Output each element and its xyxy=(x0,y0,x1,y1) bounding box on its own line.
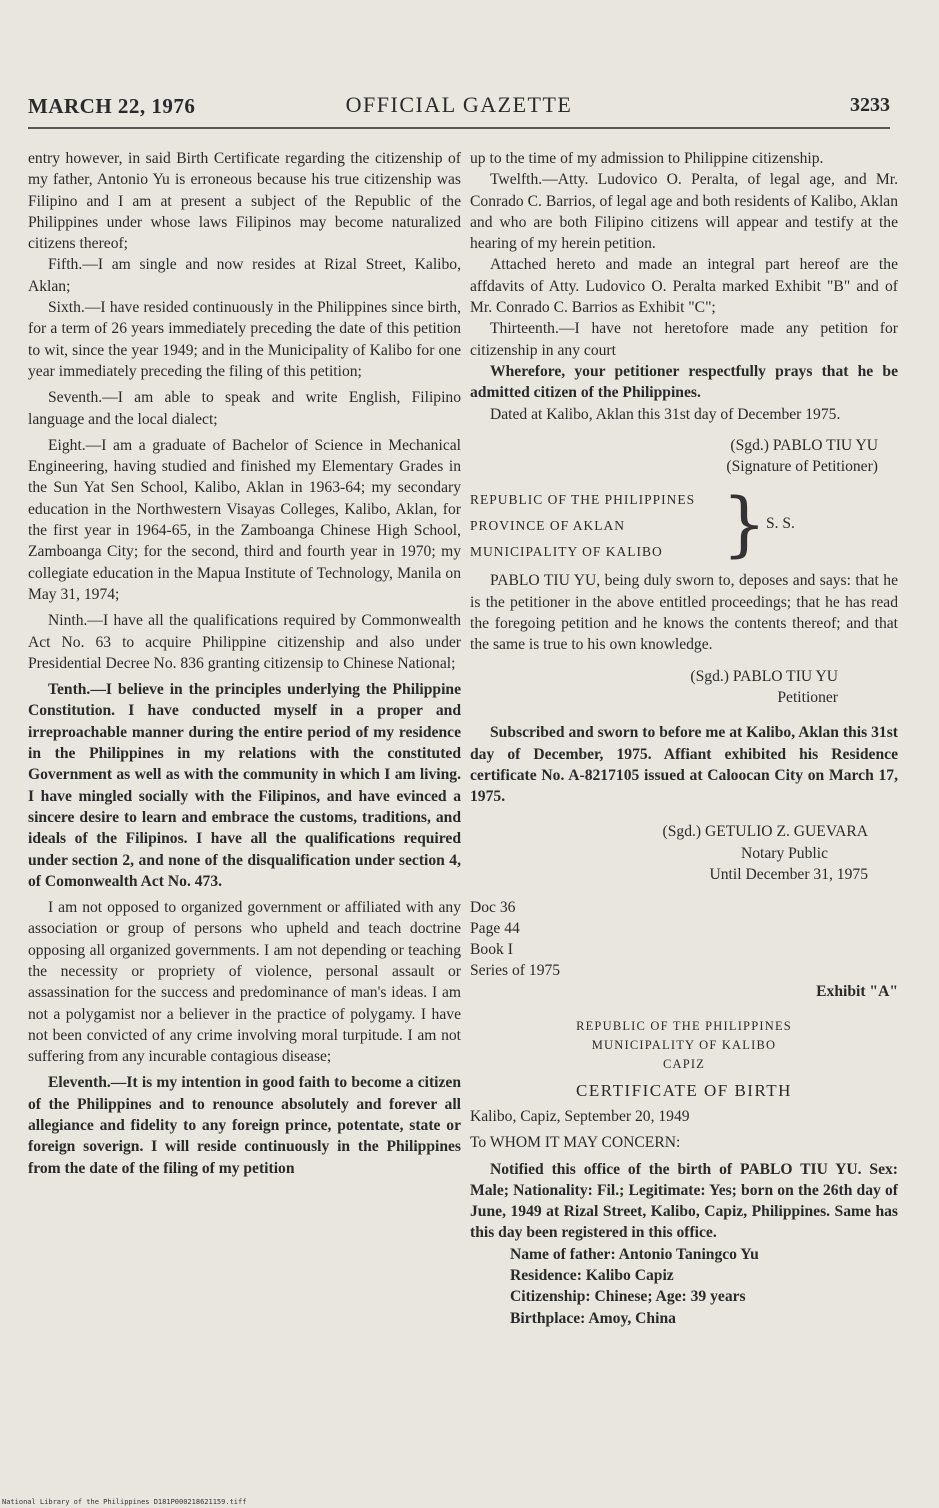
series-year: Series of 1975 xyxy=(470,962,561,980)
father-name: Name of father: Antonio Taningco Yu xyxy=(510,1245,759,1263)
caption-municipality: MUNICIPALITY OF KALIBO xyxy=(470,544,663,560)
header-title: OFFICIAL GAZETTE xyxy=(345,92,573,117)
paragraph-dated: Dated at Kalibo, Aklan this 31st day of December 1975. xyxy=(490,405,841,423)
paragraph-tenth: Tenth.—I believe in the principles underlying the Philippine Constitution. I have conducted myself in a proper and irreproachable manner during the entire period of my residence in the Philippines in my relations with the constituted Government as well as with the community in which I am living. I have mingled socially with the Filipinos, and have evinced a sincere desire to learn and embrace the customs, traditions, and ideals of the Filipinos. I have all the qualifications required under section 2, and none of the disqualification under section 4, of Comonwealth Act No. 473. xyxy=(28,681,461,890)
petitioner-signature xyxy=(470,435,898,478)
scan-footer: National Library of the Philippines D181P000218621159.tiff xyxy=(2,1498,247,1506)
certificate-salutation: To WHOM IT MAY CONCERN: xyxy=(470,1134,681,1152)
paragraph-sworn: PABLO TIU YU, being duly sworn to, deposes and says: that he is the petitioner in the above entitled proceedings; that he has read the foregoing petition and he knows the contents thereof; and that the same is true to his own knowledge. xyxy=(470,572,898,654)
signature-name: (Sgd.) PABLO TIU YU xyxy=(730,436,878,454)
paragraph-eleventh: Eleventh.—It is my intention in good faith to become a citizen of the Philippines and to renounce absolutely and forever all allegiance and fidelity to any foreign prince, potentate, state or foreign soverign. I will reside continuously in the Philippines from the date of the filing of my petition xyxy=(28,1074,461,1177)
caption-ss: S. S. xyxy=(766,515,795,533)
father-birthplace: Birthplace: Amoy, China xyxy=(510,1309,676,1327)
paragraph-subscribed: Subscribed and sworn to before me at Kalibo, Aklan this 31st day of December, 1975. Affiant exhibited his Residence certificate No. A-8217105 issued at Caloocan City on March 17, 1975. xyxy=(470,724,898,806)
paragraph-citizenship: entry however, in said Birth Certificate regarding the citizenship of my father, Antonio Yu is erroneous because his true citizenship was Filipino and I am at present a subject of the Republic of the Philippines under whose laws Filipinos may become naturalized citizens thereof; xyxy=(28,150,461,253)
paragraph-not-opposed: I am not opposed to organized government or affiliated with any association or group of persons who upheld and teach doctrine opposing all organized governments. I am not depending or teaching the necessity or propriety of violence, personal assault or assassination for the success and predominance of man's ideas. I am not a polygamist nor a believer in the practice of polygamy. I have not been convicted of any crime involving moral turpitude. I am not suffering from any incurable contagious disease; xyxy=(28,899,461,1066)
header-date: MARCH 22, 1976 xyxy=(28,94,196,118)
paragraph-thirteenth: Thirteenth.—I have not heretofore made any petition for citizenship in any court xyxy=(470,320,898,359)
doc-number: Doc 36 xyxy=(470,899,516,917)
caption-province: PROVINCE OF AKLAN xyxy=(470,518,626,534)
paragraph-continuation: up to the time of my admission to Philippine citizenship. xyxy=(470,150,824,167)
venue-caption xyxy=(470,483,898,566)
notary-block xyxy=(470,821,898,885)
paragraph-fifth: Fifth.—I am single and now resides at Rizal Street, Kalibo, Aklan; xyxy=(28,256,461,295)
caption-republic: REPUBLIC OF THE PHILIPPINES xyxy=(470,492,696,508)
paragraph-ninth: Ninth.—I have all the qualifications required by Commonwealth Act No. 63 to acquire Philippine citizenship and also under Presidential Decree No. 836 granting citizensip to Chinese National; xyxy=(28,612,461,672)
cert-province: CAPIZ xyxy=(662,1056,706,1071)
signature-caption: (Signature of Petitioner) xyxy=(726,458,878,476)
certificate-title: CERTIFICATE OF BIRTH xyxy=(576,1080,792,1100)
book-number: Book I xyxy=(470,941,513,959)
page-header xyxy=(28,92,890,122)
petitioner-signature-2 xyxy=(470,666,898,709)
paragraph-sixth: Sixth.—I have resided continuously in the Philippines since birth, for a term of 26 years immediately preceding the date of this petition to wit, since the year 1949; and in the Municipality of Kalibo for one year immediately preceding the filing of this petition; xyxy=(28,299,461,380)
paragraph-eighth: Eight.—I am a graduate of Bachelor of Science in Mechanical Engineering, having studied and finished my Elementary Grades in the Sun Yat Sen School, Kalibo, Aklan in 1963-64; my secondary education in the Northwestern Visayas Colleges, Kalibo, Aklan, for the first year in 1964-65, in the Zamboanga Chinese High School, Zamboanga City; for the second, third and fourth year in 1970; my collegiate education in the Mapua Institute of Technology, Manila on May 31, 1974; xyxy=(28,436,461,603)
paragraph-attached: Attached hereto and made an integral part hereof are the affdavits of Atty. Ludovico O. Peralta marked Exhibit "B" and of Mr. Conrado C. Barrios as Exhibit "C"; xyxy=(470,256,898,317)
signature-caption-2: Petitioner xyxy=(777,688,838,706)
certificate-heading xyxy=(470,1017,898,1074)
father-details xyxy=(470,1244,898,1329)
paragraph-twelfth: Twelfth.—Atty. Ludovico O. Peralta, of legal age, and Mr. Conrado C. Barrios, of legal age and both residents of Kalibo, Aklan and who are both Filipino citizens will appear and testify at the hearing of my herein petition. xyxy=(470,171,898,253)
notary-title: Notary Public xyxy=(740,844,828,862)
header-rule xyxy=(28,127,890,129)
brace-icon: } xyxy=(722,483,768,566)
exhibit-label: Exhibit "A" xyxy=(816,983,898,1001)
notary-name: (Sgd.) GETULIO Z. GUEVARA xyxy=(662,823,868,841)
signature-name-2: (Sgd.) PABLO TIU YU xyxy=(690,667,838,685)
certificate-date: Kalibo, Capiz, September 20, 1949 xyxy=(470,1107,690,1125)
page-number: Page 44 xyxy=(470,920,520,938)
father-residence: Residence: Kalibo Capiz xyxy=(510,1266,674,1284)
header-page-number: 3233 xyxy=(850,94,890,116)
left-column xyxy=(28,148,461,1179)
document-info xyxy=(470,897,898,981)
paragraph-wherefore: Wherefore, your petitioner respectfully prays that he be admitted citizen of the Philippines. xyxy=(470,362,898,402)
notary-until: Until December 31, 1975 xyxy=(709,866,868,884)
father-citizenship: Citizenship: Chinese; Age: 39 years xyxy=(510,1288,746,1306)
cert-municipality: MUNICIPALITY OF KALIBO xyxy=(591,1037,777,1052)
right-column xyxy=(470,148,898,1329)
cert-republic: REPUBLIC OF THE PHILIPPINES xyxy=(576,1018,792,1033)
certificate-body: Notified this office of the birth of PABLO TIU YU. Sex: Male; Nationality: Fil.; Legitimate: Yes; born on the 26th day of June, 1949 at Rizal Street, Kalibo, Capiz, Philippines. Same has this day been registered in this office. xyxy=(470,1160,898,1242)
paragraph-seventh: Seventh.—I am able to speak and write English, Filipino language and the local dialect; xyxy=(28,389,461,428)
